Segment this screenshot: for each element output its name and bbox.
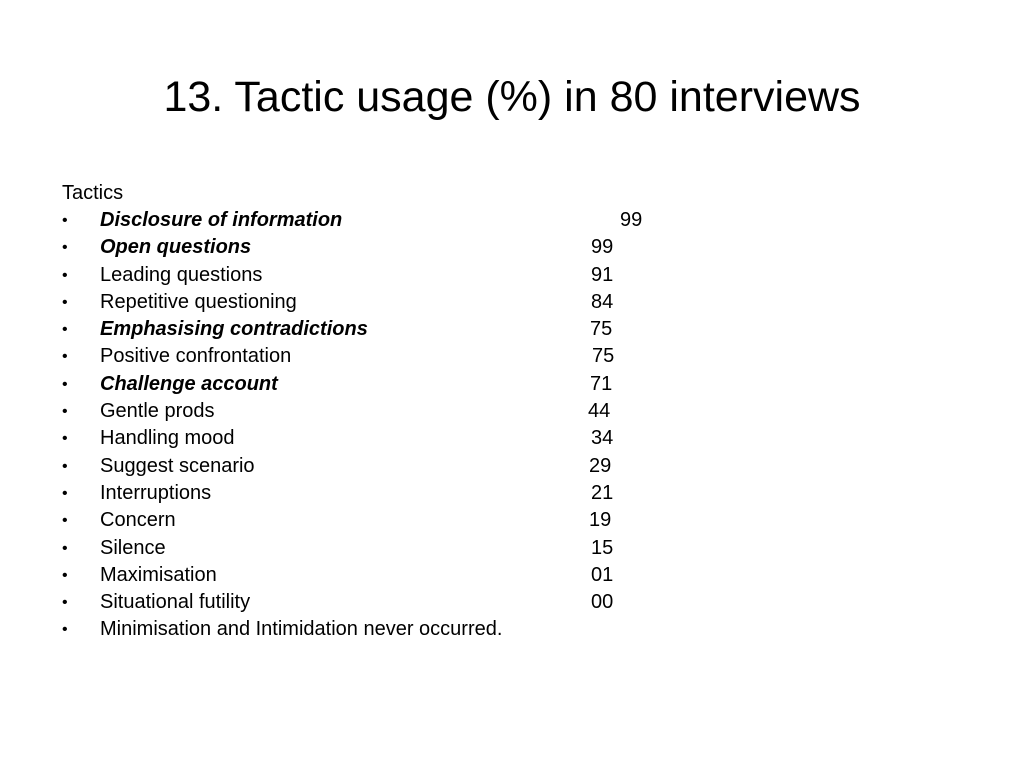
tactic-row xyxy=(62,234,962,261)
tactic-row xyxy=(62,343,962,370)
tactic-name: Handling mood xyxy=(100,427,235,450)
tactic-name: Open questions xyxy=(100,236,252,259)
tactic-name: Challenge account xyxy=(100,372,278,395)
tactic-value: 84 xyxy=(591,290,614,313)
tactic-name: Leading questions xyxy=(100,263,263,286)
bullet-marker: • xyxy=(62,430,68,448)
tactic-value: 00 xyxy=(591,591,614,614)
tactic-row xyxy=(62,207,962,234)
footnote-text: Minimisation and Intimidation never occurred. xyxy=(100,618,503,641)
bullet-marker: • xyxy=(62,484,68,502)
footnote-row xyxy=(62,616,962,643)
tactic-value: 75 xyxy=(592,345,615,368)
bullet-marker: • xyxy=(62,266,68,284)
tactic-name: Emphasising contradictions xyxy=(100,318,368,341)
tactic-value: 34 xyxy=(591,427,614,450)
tactic-value: 91 xyxy=(591,263,614,286)
tactic-row xyxy=(62,589,962,616)
section-label: Tactics xyxy=(62,182,124,204)
tactic-row xyxy=(62,453,962,480)
tactic-value: 29 xyxy=(589,454,612,477)
tactic-name: Interruptions xyxy=(100,481,212,504)
bullet-marker: • xyxy=(62,403,68,421)
tactic-row xyxy=(62,425,962,452)
tactic-name: Concern xyxy=(100,509,176,532)
tactic-value: 44 xyxy=(588,400,611,423)
tactic-name: Positive confrontation xyxy=(100,345,292,368)
tactic-name: Disclosure of information xyxy=(100,209,343,231)
bullet-marker: • xyxy=(62,539,68,557)
tactic-value: 99 xyxy=(591,236,614,259)
tactic-list xyxy=(62,207,962,644)
tactic-name: Repetitive questioning xyxy=(100,290,297,313)
bullet-marker: • xyxy=(62,293,68,311)
tactic-row xyxy=(62,371,962,398)
tactic-row xyxy=(62,562,962,589)
tactic-value: 19 xyxy=(589,509,612,532)
tactic-value: 15 xyxy=(591,536,614,559)
bullet-marker: • xyxy=(62,375,68,393)
tactic-name: Suggest scenario xyxy=(100,454,255,477)
slide-title: 13. Tactic usage (%) in 80 interviews xyxy=(163,73,861,121)
bullet-marker: • xyxy=(62,594,68,612)
tactic-value: 01 xyxy=(591,563,614,586)
bullet-marker: • xyxy=(62,512,68,530)
tactic-value: 75 xyxy=(590,318,613,341)
tactic-row xyxy=(62,262,962,289)
tactic-row xyxy=(62,316,962,343)
tactic-row xyxy=(62,535,962,562)
bullet-marker: • xyxy=(62,321,68,339)
tactic-name: Gentle prods xyxy=(100,400,215,423)
bullet-marker: • xyxy=(62,457,68,475)
tactic-row xyxy=(62,480,962,507)
bullet-marker: • xyxy=(62,239,68,257)
bullet-marker: • xyxy=(62,212,68,229)
tactic-row xyxy=(62,398,962,425)
tactic-row xyxy=(62,289,962,316)
bullet-marker: • xyxy=(62,348,68,366)
tactic-row xyxy=(62,507,962,534)
tactic-value: 99 xyxy=(620,209,643,231)
tactic-name: Situational futility xyxy=(100,591,251,614)
tactic-value: 71 xyxy=(590,372,613,395)
tactic-name: Silence xyxy=(100,536,166,559)
tactic-name: Maximisation xyxy=(100,563,217,586)
bullet-marker: • xyxy=(62,566,68,584)
bullet-marker: • xyxy=(62,621,68,639)
tactic-value: 21 xyxy=(591,481,614,504)
slide-content xyxy=(62,180,962,644)
